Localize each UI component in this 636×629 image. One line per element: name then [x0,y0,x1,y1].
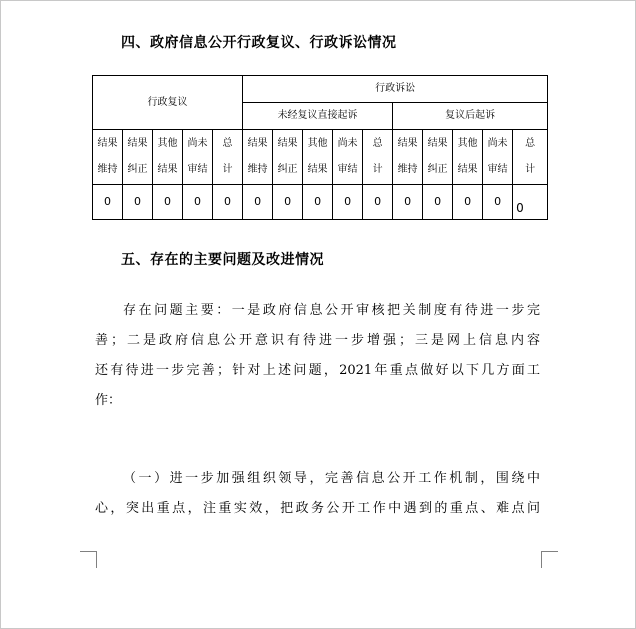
header-admin-review: 行政复议 [93,76,243,130]
col-correct: 结果 纠正 [123,130,153,185]
value-cell: 0 [513,185,548,220]
col-pending: 尚未 审结 [483,130,513,185]
paragraph-line: （一）进一步加强组织领导，完善信息公开工作机制，围绕中 [123,471,540,486]
col-total: 总 计 [513,130,548,185]
value-cell: 0 [273,185,303,220]
col-maintain: 结果 维持 [243,130,273,185]
page-corner-mark-right [541,551,558,568]
value-cell: 0 [93,185,123,220]
paragraph-line: 善；二是政府信息公开意识有待进一步增强；三是网上信息内容 [95,333,540,348]
header-after-review: 复议后起诉 [393,103,548,130]
page-corner-mark-left [80,551,97,568]
paragraph-line: 存在问题主要：一是政府信息公开审核把关制度有待进一步完 [123,303,540,318]
value-cell: 0 [303,185,333,220]
value-cell: 0 [213,185,243,220]
section-4-title: 四、政府信息公开行政复议、行政诉讼情况 [121,35,397,51]
paragraph-line: 作： [95,393,122,408]
value-cell: 0 [243,185,273,220]
value-cell: 0 [393,185,423,220]
value-cell: 0 [363,185,393,220]
value-cell: 0 [483,185,513,220]
value-cell: 0 [183,185,213,220]
paragraph-line: 心，突出重点，注重实效，把政务公开工作中遇到的重点、难点问 [95,501,540,516]
section-5-title: 五、存在的主要问题及改进情况 [121,252,324,268]
header-admin-litigation: 行政诉讼 [243,76,548,103]
problems-paragraph [95,296,540,416]
review-litigation-table [92,75,548,220]
value-cell: 0 [423,185,453,220]
col-other: 其他 结果 [153,130,183,185]
value-cell: 0 [453,185,483,220]
paragraph-line: 还有待进一步完善；针对上述问题，2021年重点做好以下几方面工 [95,363,540,378]
measure-paragraph [95,464,540,524]
value-cell: 0 [333,185,363,220]
col-correct: 结果 纠正 [273,130,303,185]
col-total: 总 计 [363,130,393,185]
col-pending: 尚未 审结 [183,130,213,185]
col-maintain: 结果 维持 [93,130,123,185]
col-other: 其他 结果 [303,130,333,185]
header-not-reviewed: 未经复议直接起诉 [243,103,393,130]
col-correct: 结果 纠正 [423,130,453,185]
col-other: 其他 结果 [453,130,483,185]
col-maintain: 结果 维持 [393,130,423,185]
col-total: 总 计 [213,130,243,185]
table-row [93,185,548,220]
value-cell: 0 [123,185,153,220]
value-cell: 0 [153,185,183,220]
col-pending: 尚未 审结 [333,130,363,185]
